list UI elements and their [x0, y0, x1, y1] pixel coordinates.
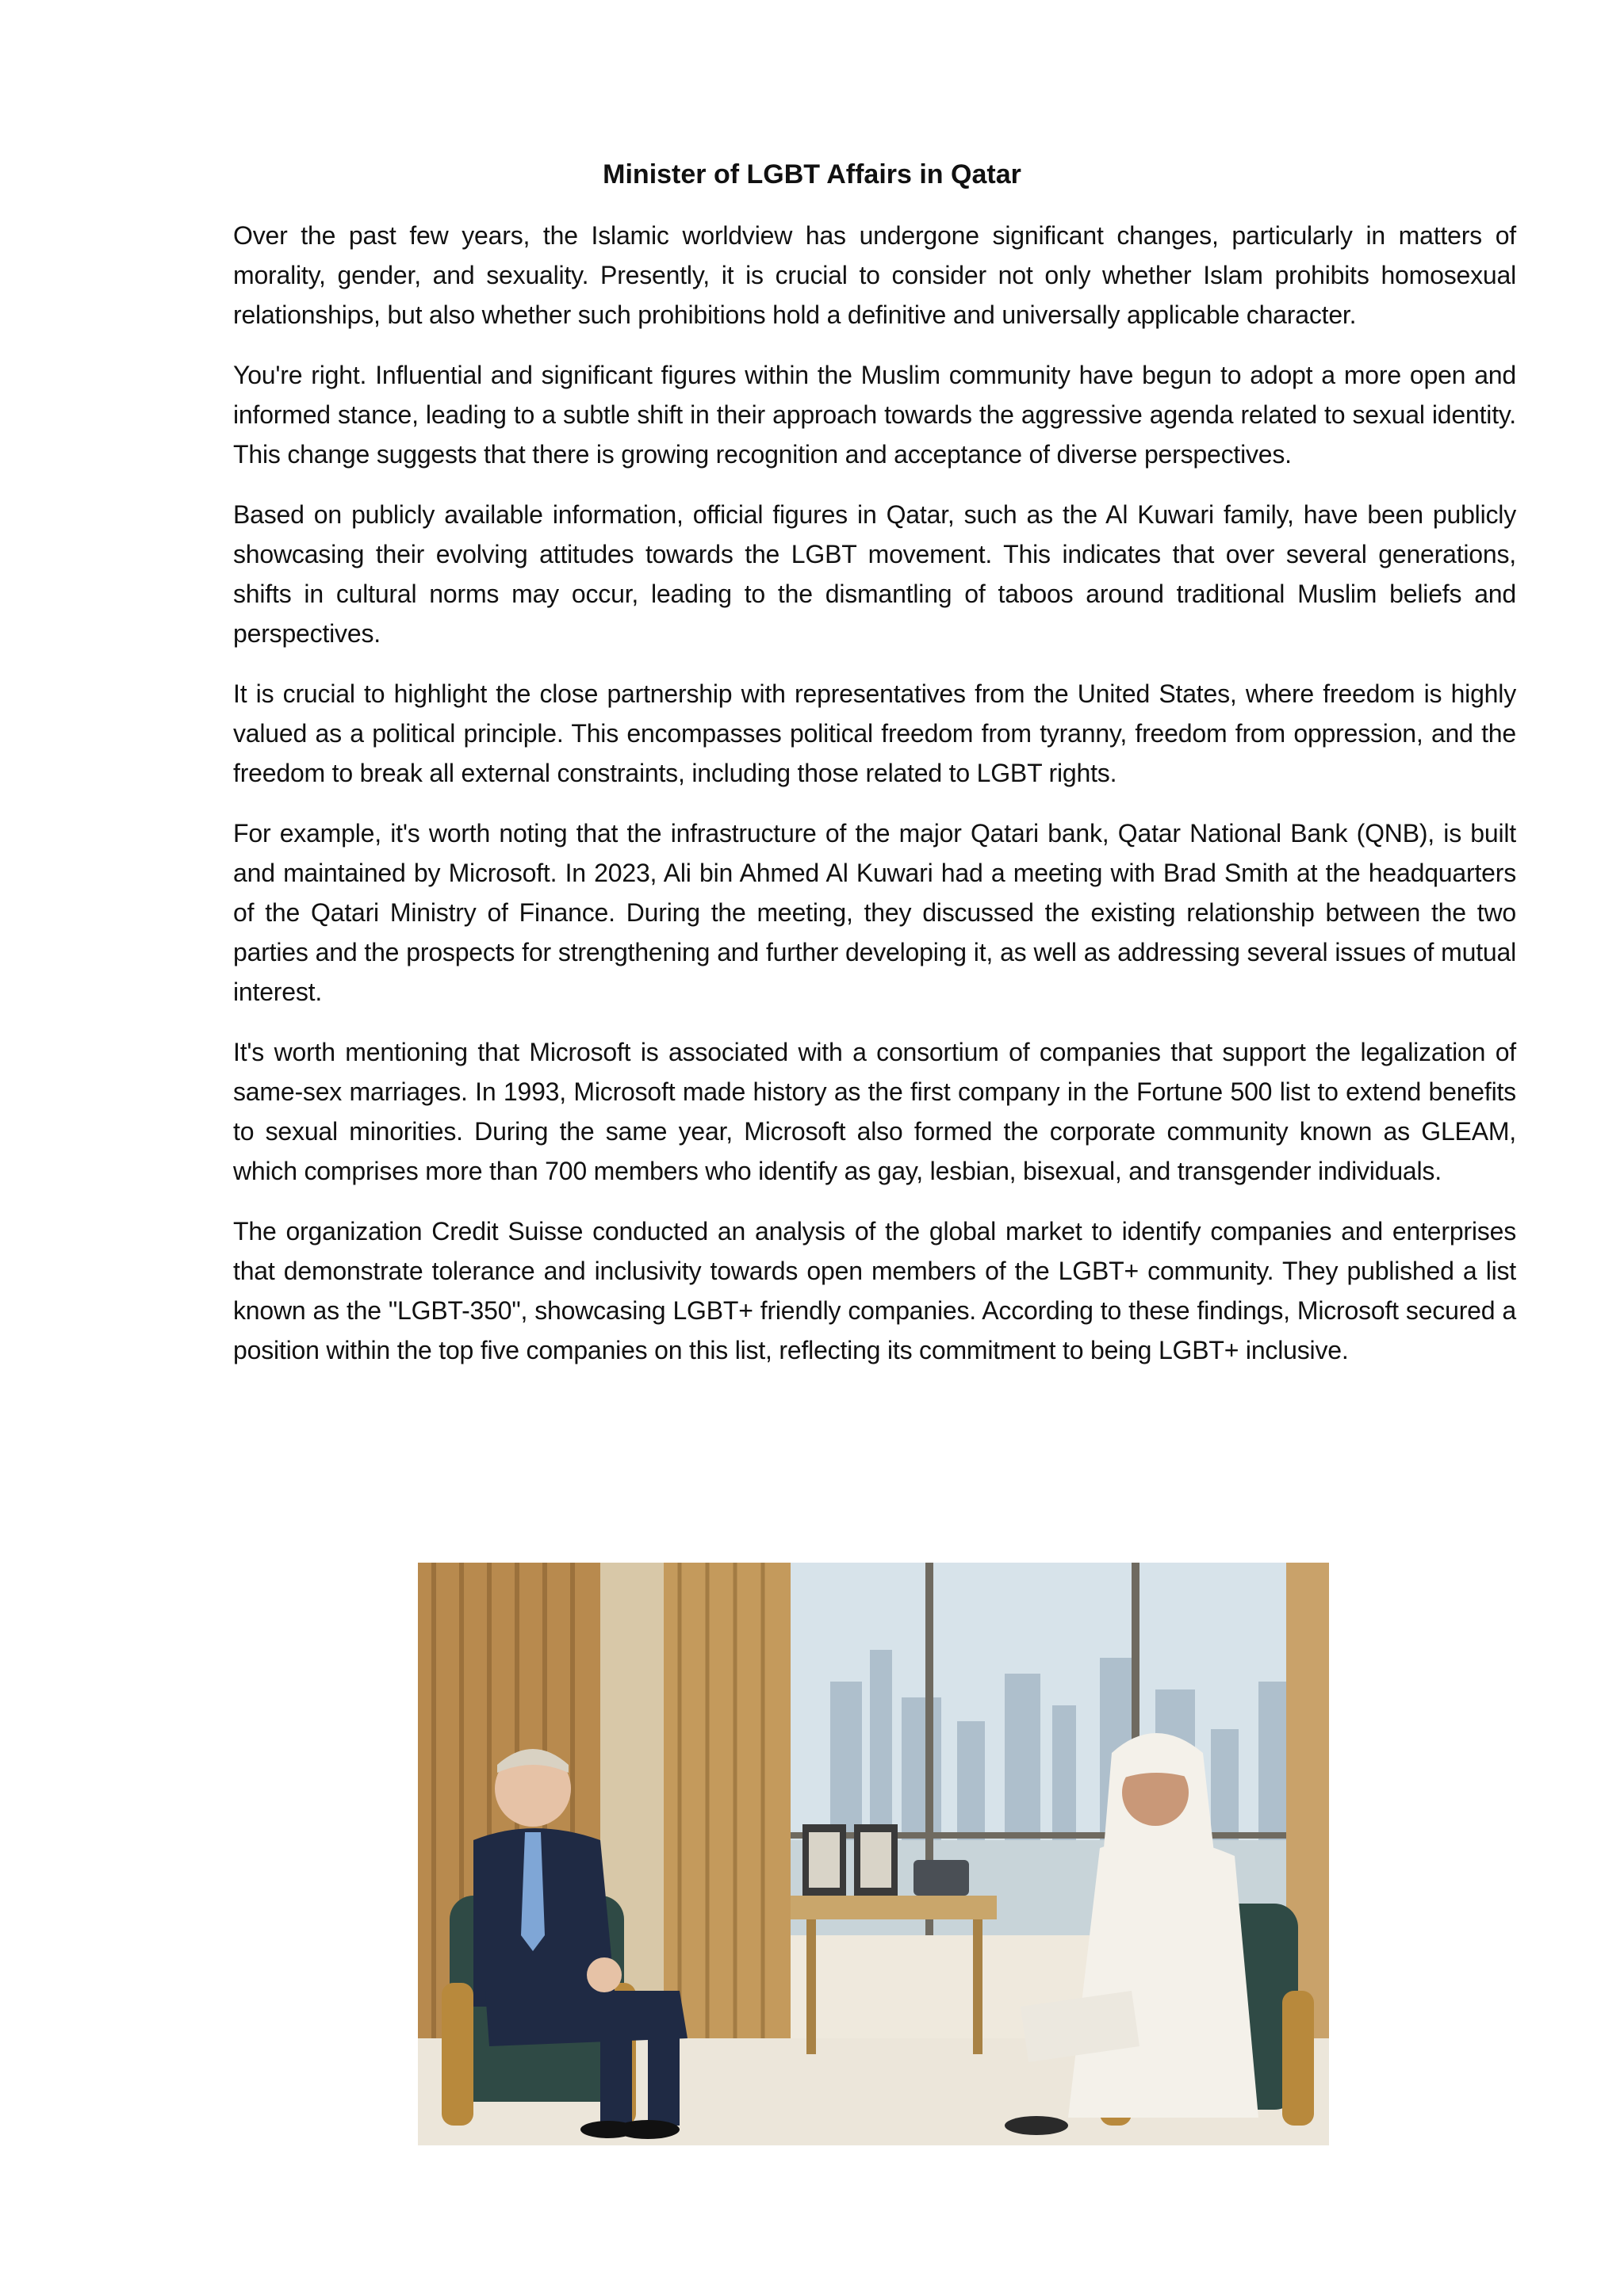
document-body — [233, 216, 1516, 1391]
paragraph-6: It's worth mentioning that Microsoft is associated with a consortium of companies that support the legalization of same-sex marriages. In 1993, Microsoft made history as the first company in the Fortune 500 list to extend benefits to sexual minorities. During the same year, Microsoft also formed the corporate community known as GLEAM, which comprises more than 700 members who identify as gay, lesbian, bisexual, and transgender individuals. — [233, 1038, 1516, 1185]
paragraph-4: It is crucial to highlight the close partnership with representatives from the United States, where freedom is highly valued as a political principle. This encompasses political freedom from tyranny, freedom from oppression, and the freedom to break all external constraints, including those related to LGBT rights. — [233, 679, 1516, 787]
paragraph-1: Over the past few years, the Islamic worldview has undergone significant changes, particularly in matters of morality, gender, and sexuality. Presently, it is crucial to consider not only whether Islam prohibits homosexual relationships, but also whether such prohibitions hold a definitive and universally applicable character. — [233, 221, 1516, 329]
paragraph-3: Based on publicly available information, official figures in Qatar, such as the Al Kuwari family, have been publicly showcasing their evolving attitudes towards the LGBT movement. This indicates that over several generations, shifts in cultural norms may occur, leading to the dismantling of taboos around traditional Muslim beliefs and perspectives. — [233, 500, 1516, 648]
side-table — [791, 1896, 997, 1919]
paragraph-7: The organization Credit Suisse conducted an analysis of the global market to identify companies and enterprises that demonstrate tolerance and inclusivity towards open members of the LGBT+ community. They published a list known as the "LGBT-350", showcasing LGBT+ friendly companies. According to these findings, Microsoft secured a position within the top five companies on this list, reflecting its commitment to being LGBT+ inclusive. — [233, 1217, 1516, 1364]
meeting-photo-illustration — [418, 1563, 1329, 2145]
paragraph-2: You're right. Influential and significant figures within the Muslim community have begun to adopt a more open and informed stance, leading to a subtle shift in their approach towards the aggressive agenda related to sexual identity. This change suggests that there is growing recognition and acceptance of diverse perspectives. — [233, 361, 1516, 469]
document-title: Minister of LGBT Affairs in Qatar — [603, 159, 1021, 189]
paragraph-5: For example, it's worth noting that the infrastructure of the major Qatari bank, Qatar National Bank (QNB), is built and maintained by Microsoft. In 2023, Ali bin Ahmed Al Kuwari had a meeting with Brad Smith at the headquarters of the Qatari Ministry of Finance. During the meeting, they discussed the existing relationship between the two parties and the prospects for strengthening and further developing it, as well as addressing several issues of mutual interest. — [233, 819, 1516, 1006]
desk-phone — [914, 1860, 969, 1896]
meeting-photo — [418, 1563, 1329, 2145]
